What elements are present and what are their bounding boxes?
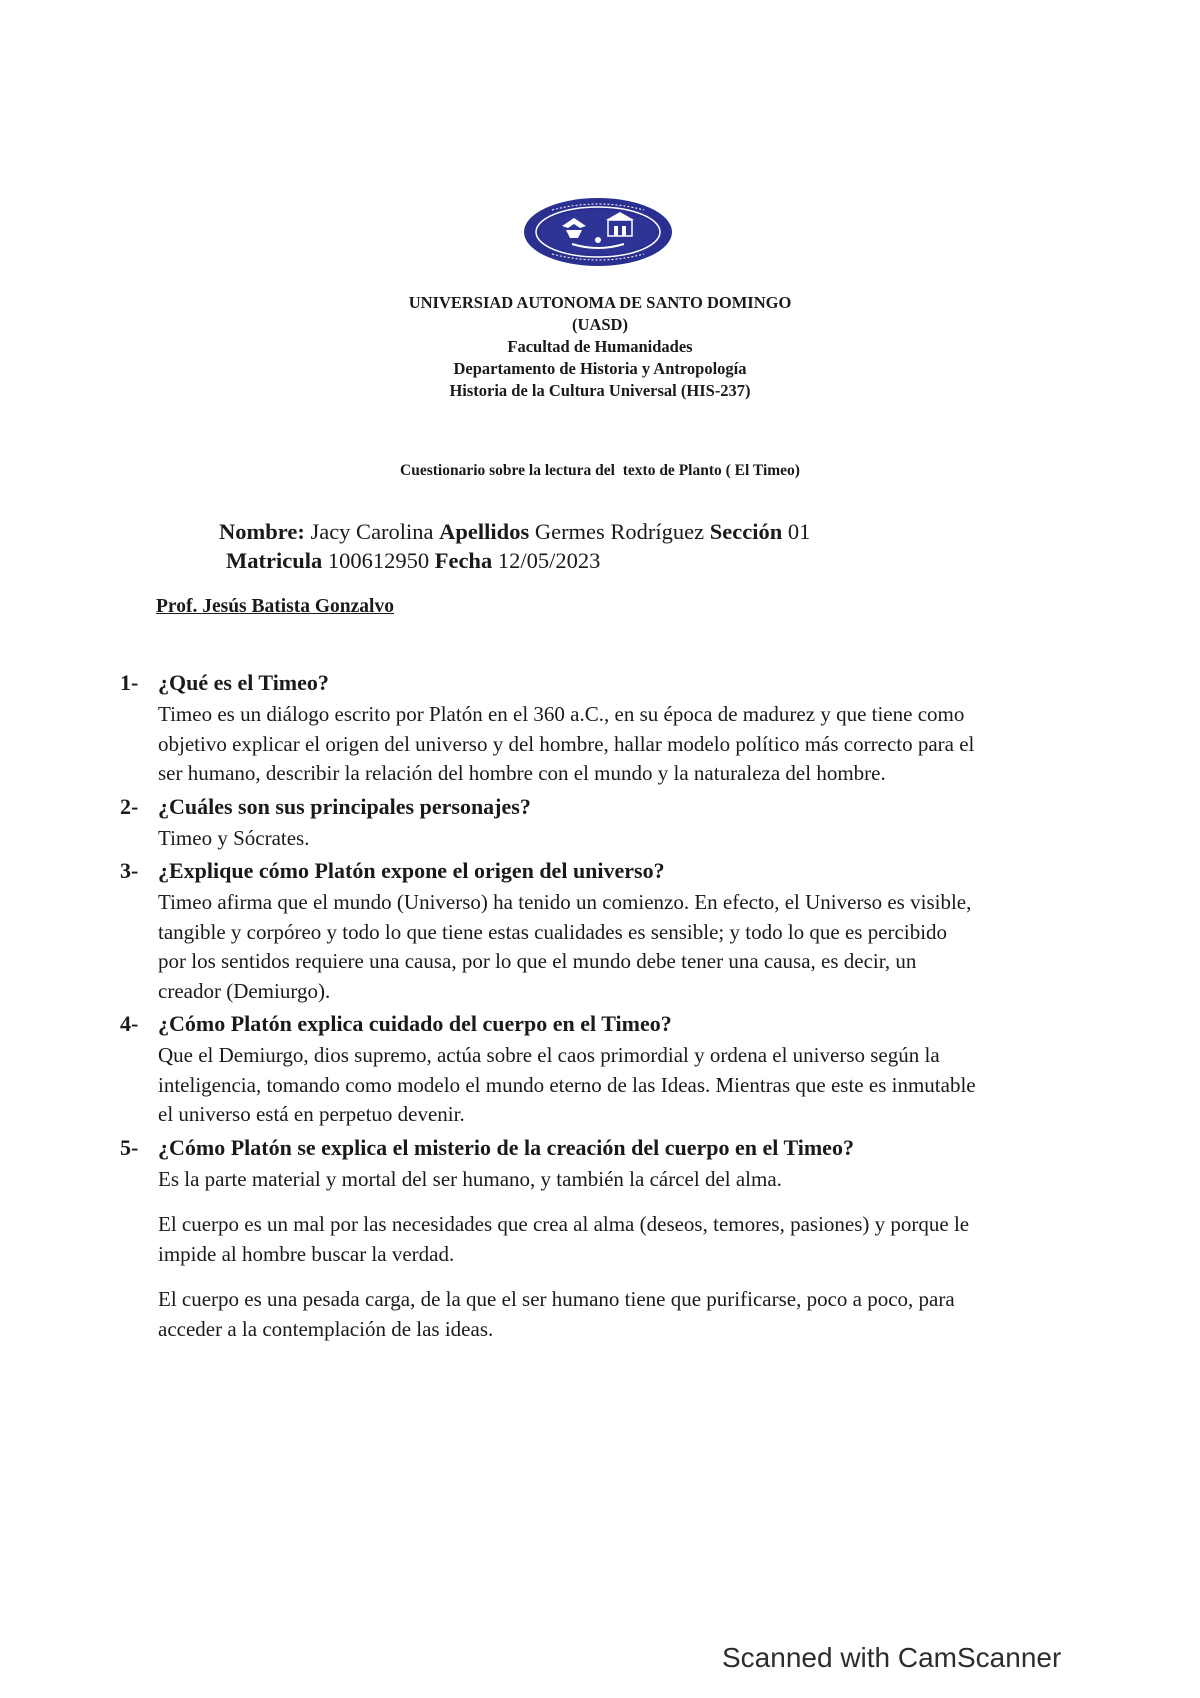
question-item bbox=[118, 792, 978, 854]
answer-paragraph: Timeo es un diálogo escrito por Platón en el 360 a.C., en su época de madurez y que tiene como objetivo explicar el origen del universo y del hombre, hallar modelo político más correcto para el ser humano, describir la relación del hombre con el mundo y la naturaleza del hombre. bbox=[158, 702, 975, 785]
nombre-value: Jacy Carolina bbox=[310, 519, 434, 544]
question-item bbox=[118, 1133, 978, 1345]
answer-paragraph: Timeo y Sócrates. bbox=[158, 825, 310, 850]
answer-paragraph: Que el Demiurgo, dios supremo, actúa sobre el caos primordial y ordena el universo según la inteligencia, tomando como modelo el mundo eterno de las Ideas. Mientras que este es inmutable el universo está en perpetuo devenir. bbox=[158, 1043, 976, 1126]
answer-text bbox=[158, 1165, 978, 1345]
answer-text bbox=[158, 888, 978, 1006]
matricula-value: 100612950 bbox=[327, 548, 430, 573]
answer-paragraph: Timeo afirma que el mundo (Universo) ha tenido un comienzo. En efecto, el Universo es visible, tangible y corpóreo y todo lo que tiene estas cualidades es sensible; y todo lo que es percibido por los sentidos requiere una causa, por lo que el mundo debe tener una causa, es decir, un creador (Demiurgo). bbox=[158, 890, 972, 1003]
fecha-label: Fecha bbox=[434, 548, 493, 573]
seccion-label: Sección bbox=[709, 519, 783, 544]
question-text: ¿Cómo Platón explica cuidado del cuerpo en el Timeo? bbox=[158, 1011, 672, 1036]
course-name: Historia de la Cultura Universal (HIS-237) bbox=[449, 381, 751, 400]
answer-text bbox=[158, 824, 978, 854]
answer-text bbox=[158, 700, 978, 789]
university-acronym: (UASD) bbox=[572, 315, 628, 334]
question-number: 3- bbox=[120, 858, 139, 883]
university-name: UNIVERSIAD AUTONOMA DE SANTO DOMINGO bbox=[408, 293, 792, 312]
university-seal-icon bbox=[522, 196, 674, 268]
professor-name: Prof. Jesús Batista Gonzalvo bbox=[156, 596, 394, 617]
matricula-label: Matricula bbox=[226, 548, 323, 573]
document-header bbox=[0, 292, 1200, 402]
questionnaire-title: Cuestionario sobre la lectura del texto de Planto ( El Timeo) bbox=[400, 462, 800, 479]
faculty-name: Facultad de Humanidades bbox=[507, 337, 693, 356]
questions-list bbox=[118, 668, 978, 1347]
question-number: 1- bbox=[120, 670, 139, 695]
answer-paragraph: El cuerpo es una pesada carga, de la que el ser humano tiene que purificarse, poco a poco, para acceder a la contemplación de las ideas. bbox=[158, 1287, 955, 1341]
nombre-label: Nombre: bbox=[219, 519, 305, 544]
answer-paragraph: El cuerpo es un mal por las necesidades que crea al alma (deseos, temores, pasiones) y porque le impide al hombre buscar la verdad. bbox=[158, 1212, 970, 1266]
answer-paragraph: Es la parte material y mortal del ser humano, y también la cárcel del alma. bbox=[158, 1166, 782, 1191]
fecha-value: 12/05/2023 bbox=[497, 548, 601, 573]
department-name: Departamento de Historia y Antropología bbox=[453, 359, 747, 378]
answer-text bbox=[158, 1041, 978, 1130]
student-info-line-2 bbox=[226, 548, 600, 574]
seccion-value: 01 bbox=[787, 519, 811, 544]
question-text: ¿Cuáles son sus principales personajes? bbox=[158, 793, 531, 819]
question-number: 2- bbox=[120, 793, 139, 819]
question-number: 4- bbox=[120, 1011, 139, 1036]
question-item bbox=[118, 1009, 978, 1130]
question-text: ¿Explique cómo Platón expone el origen del universo? bbox=[158, 858, 665, 883]
question-number: 5- bbox=[120, 1134, 139, 1160]
apellidos-value: Germes Rodríguez bbox=[534, 519, 705, 544]
question-item bbox=[118, 856, 978, 1006]
apellidos-label: Apellidos bbox=[439, 519, 530, 544]
question-text: ¿Cómo Platón se explica el misterio de la creación del cuerpo en el Timeo? bbox=[158, 1134, 854, 1160]
student-info-line-1 bbox=[219, 519, 810, 545]
question-item bbox=[118, 668, 978, 789]
question-text: ¿Qué es el Timeo? bbox=[158, 670, 329, 695]
camscanner-watermark: Scanned with CamScanner bbox=[722, 1642, 1062, 1673]
